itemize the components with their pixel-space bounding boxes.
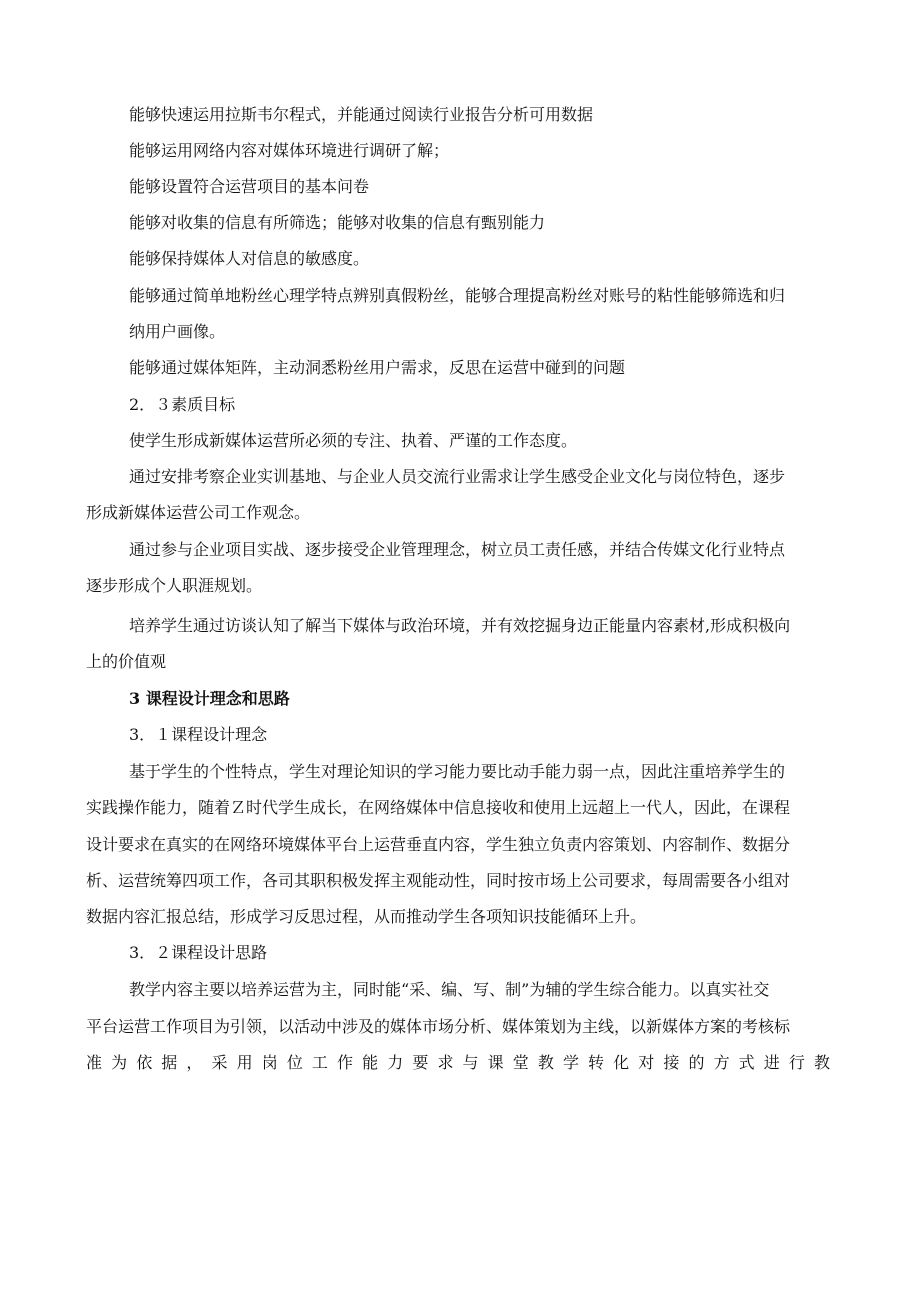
text-line: 设计要求在真实的在网络环境媒体平台上运营垂直内容，学生独立负责内容策划、内容制作、数据分 (86, 835, 791, 854)
text-line: 能够运用网络内容对媒体环境进行调研了解； (129, 141, 450, 160)
text-line: 逐步形成个人职涯规划。 (86, 576, 263, 595)
text-line: 数据内容汇报总结，形成学习反思过程，从而推动学生各项知识技能循环上升。 (86, 907, 647, 926)
text-line: 通过参与企业项目实战、逐步接受企业管理理念，树立员工责任感，并结合传媒文化行业特点 (129, 540, 786, 559)
text-line: 平台运营工作项目为引领，以活动中涉及的媒体市场分析、媒体策划为主线，以新媒体方案的考核标 (86, 1017, 791, 1036)
text-line: 形成新媒体运营公司工作观念。 (86, 503, 311, 522)
text-line: 能够快速运用拉斯韦尔程式，并能通过阅读行业报告分析可用数据 (129, 105, 594, 124)
chapter-heading: 3 课程设计理念和思路 (129, 689, 290, 708)
text-line: 能够通过媒体矩阵，主动洞悉粉丝用户需求，反思在运营中碰到的问题 (129, 358, 626, 377)
text-line: 通过安排考察企业实训基地、与企业人员交流行业需求让学生感受企业文化与岗位特色，逐步 (129, 467, 786, 486)
text-line: 能够设置符合运营项目的基本问卷 (129, 177, 370, 196)
text-line: 培养学生通过访谈认知了解当下媒体与政治环境，并有效挖掘身边正能量内容素材,形成积极向 (129, 616, 791, 635)
section-heading: 3．２课程设计思路 (129, 943, 268, 962)
text-line: 能够保持媒体人对信息的敏感度。 (129, 249, 370, 268)
text-line: 基于学生的个性特点，学生对理论知识的学习能力要比动手能力弱一点，因此注重培养学生的 (129, 762, 786, 781)
text-line: 使学生形成新媒体运营所必须的专注、执着、严谨的工作态度。 (129, 431, 578, 450)
text-line: 能够对收集的信息有所筛选；能够对收集的信息有甄别能力 (129, 213, 546, 232)
text-line: 纳用户画像。 (129, 322, 226, 341)
text-line: 析、运营统筹四项工作，各司其职积极发挥主观能动性，同时按市场上公司要求，每周需要各小组对 (86, 871, 791, 890)
text-line: 实践操作能力，随着Ｚ时代学生成长，在网络媒体中信息接收和使用上远超上一代人，因此，在课程 (86, 798, 791, 817)
text-line: 准为依据，采用岗位工作能力要求与课堂教学转化对接的方式进行教 (86, 1053, 830, 1072)
section-heading: 2．３素质目标 (129, 395, 236, 414)
text-line: 能够通过简单地粉丝心理学特点辨别真假粉丝，能够合理提高粉丝对账号的粘性能够筛选和归 (129, 286, 786, 305)
section-heading: 3．１课程设计理念 (129, 725, 268, 744)
text-line: 上的价值观 (86, 652, 167, 671)
text-line: 教学内容主要以培养运营为主，同时能“采、编、写、制”为辅的学生综合能力。以真实社交 (129, 980, 770, 999)
